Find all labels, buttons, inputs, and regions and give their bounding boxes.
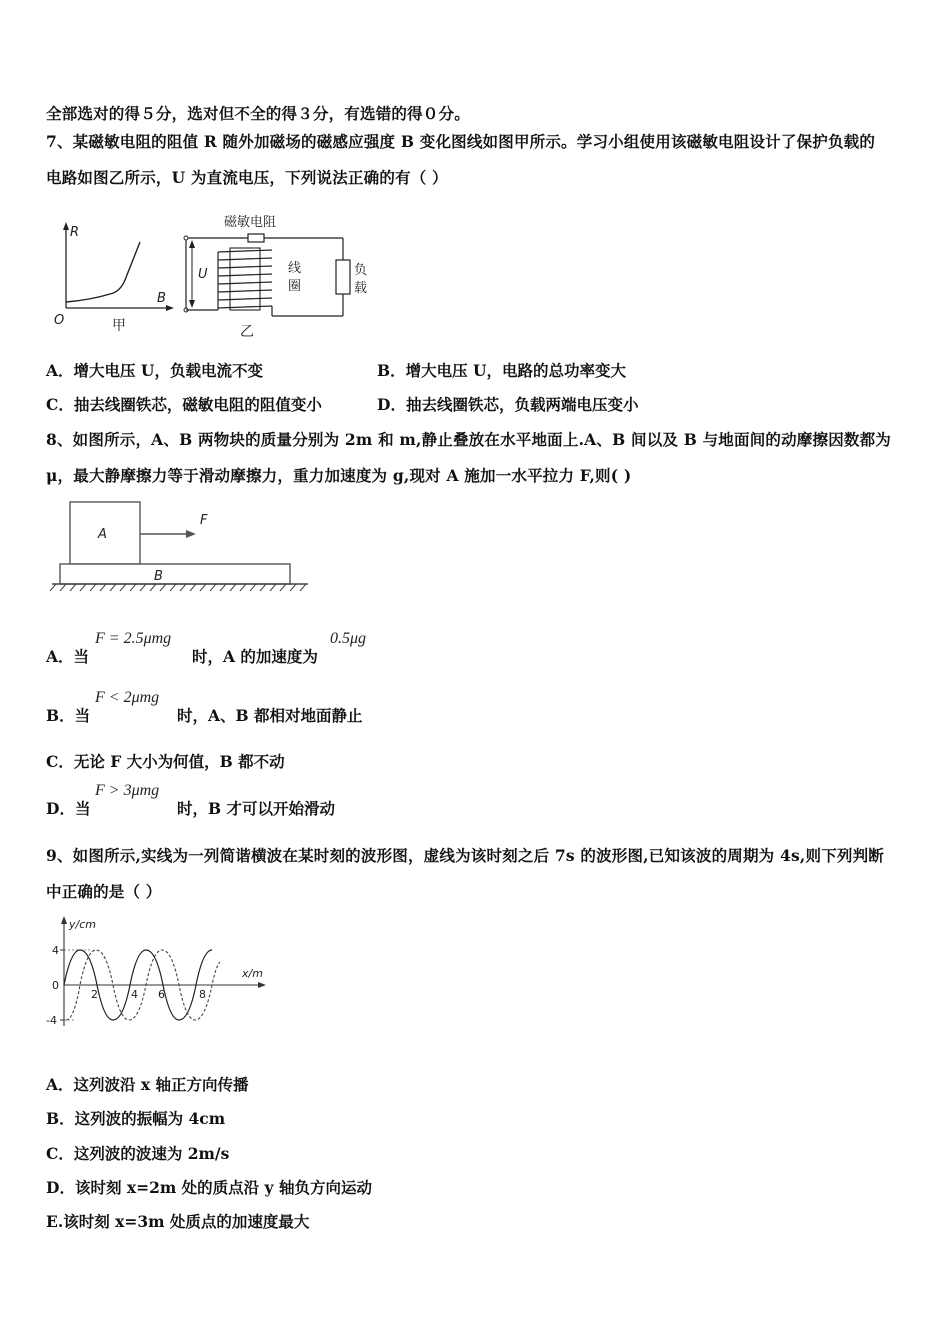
- r-axis-label: R: [70, 225, 80, 240]
- q7-figure-yi: [178, 212, 368, 342]
- q8-option-d-formula: F > 3μmg: [95, 782, 160, 799]
- x-tick-4: 4: [131, 988, 138, 1001]
- force-label: F: [200, 513, 208, 528]
- ground-hatching: [50, 584, 306, 591]
- q9-option-c[interactable]: C．这列波的波速为 2m/s: [46, 1144, 230, 1163]
- y-tick-minus4: -4: [46, 1014, 57, 1027]
- q7-stem-line2: 电路如图乙所示，U 为直流电压，下列说法正确的有（ ）: [46, 168, 448, 187]
- load-resistor: [336, 260, 350, 294]
- x-axis-label: x/m: [242, 967, 263, 980]
- scoring-rule: 全部选对的得５分，选对但不全的得３分，有选错的得０分。: [46, 104, 470, 123]
- q9-wave-figure: [44, 914, 274, 1029]
- x-tick-6: 6: [158, 988, 165, 1001]
- q7-figure-jia: [50, 220, 180, 335]
- q9-stem-line1: 9、如图所示,实线为一列简谐横波在某时刻的波形图，虚线为该时刻之后 7s 的波形图,已知该波的周期为 4s,则下列判断: [46, 846, 884, 865]
- coil-windings: [218, 250, 272, 308]
- q9-option-d[interactable]: D．该时刻 x=2m 处的质点沿 y 轴负方向运动: [46, 1178, 372, 1197]
- q9-option-e[interactable]: E.该时刻 x=3m 处质点的加速度最大: [46, 1212, 310, 1231]
- magnetoresistor-label: 磁敏电阻: [224, 215, 277, 230]
- y-tick-4: 4: [52, 944, 59, 957]
- q7-option-c[interactable]: C．抽去线圈铁芯，磁敏电阻的阻值变小: [46, 395, 322, 414]
- q8-option-a-text: 时，A 的加速度为: [192, 647, 318, 666]
- block-b-label: B: [154, 569, 163, 584]
- q8-option-a-formula: F = 2.5μmg: [95, 630, 172, 647]
- fig-yi-caption: 乙: [240, 324, 254, 340]
- q7-option-d[interactable]: D．抽去线圈铁芯，负载两端电压变小: [377, 395, 639, 414]
- q8-option-d-prefix: D．当: [46, 799, 91, 818]
- b-axis-label: B: [157, 291, 166, 306]
- q8-figure: [50, 498, 310, 598]
- q7-stem-line1: 7、某磁敏电阻的阻值 R 随外加磁场的磁感应强度 B 变化图线如图甲所示。学习小组使用该磁敏电阻设计了保护负载的: [46, 132, 876, 151]
- load-label-1: 负: [354, 263, 368, 278]
- coil-label-1: 线: [288, 261, 302, 276]
- q9-option-b[interactable]: B．这列波的振幅为 4cm: [46, 1109, 226, 1128]
- y-tick-0: 0: [52, 979, 59, 992]
- block-a-label: A: [98, 527, 107, 542]
- q7-option-b[interactable]: B．增大电压 U，电路的总功率变大: [377, 361, 627, 380]
- x-tick-2: 2: [91, 988, 98, 1001]
- magnetoresistor: [248, 234, 264, 242]
- fig-jia-caption: 甲: [112, 318, 126, 334]
- q8-option-b-formula: F < 2μmg: [95, 689, 160, 706]
- block-b: [60, 564, 290, 584]
- q8-option-b-text: 时，A、B 都相对地面静止: [177, 706, 363, 725]
- q9-stem-line2: 中正确的是（ ）: [46, 882, 162, 901]
- q7-option-a[interactable]: A．增大电压 U，负载电流不变: [46, 361, 263, 380]
- q8-stem-line2: μ，最大静摩擦力等于滑动摩擦力，重力加速度为 g,现对 A 施加一水平拉力 F,则( ): [46, 466, 632, 485]
- x-tick-8: 8: [199, 988, 206, 1001]
- q8-option-c[interactable]: C．无论 F 大小为何值，B 都不动: [46, 752, 285, 771]
- q8-option-d-text: 时，B 才可以开始滑动: [177, 799, 335, 818]
- load-label-2: 载: [354, 281, 368, 296]
- q9-option-a[interactable]: A．这列波沿 x 轴正方向传播: [46, 1075, 249, 1094]
- origin-label: O: [54, 313, 65, 328]
- coil-core: [230, 248, 260, 310]
- coil-label-2: 圈: [288, 279, 302, 294]
- y-axis-label: y/cm: [69, 918, 96, 931]
- q8-option-b-prefix: B．当: [46, 706, 91, 725]
- q8-option-a-formula2: 0.5μg: [330, 630, 367, 647]
- q8-option-a-prefix: A．当: [46, 647, 90, 666]
- q8-stem-line1: 8、如图所示，A、B 两物块的质量分别为 2m 和 m,静止叠放在水平地面上.A、B 间以及 B 与地面间的动摩擦因数都为: [46, 430, 891, 449]
- voltage-label: U: [198, 267, 208, 282]
